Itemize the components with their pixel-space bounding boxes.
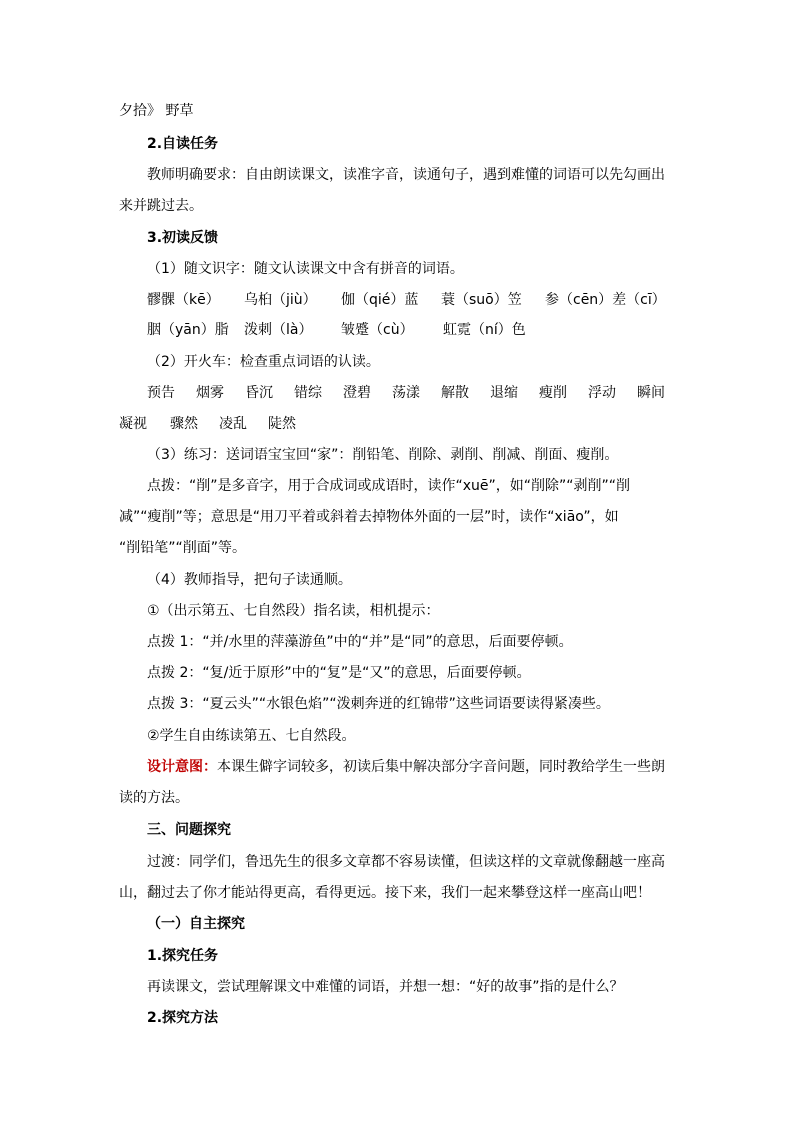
paragraph-line: 读的方法。: [119, 790, 189, 806]
section-heading-self-reading: 2.自读任务: [147, 136, 219, 152]
vocab-word: 浮动: [588, 385, 616, 401]
pinyin-word: 参（cēn）差（cī）: [545, 292, 666, 308]
paragraph-line: 教师明确要求：自由朗读课文，读准字音，读通句子，遇到难懂的词语可以先勾画出: [147, 167, 665, 183]
chapter-title: 夕拾》 野草: [119, 103, 194, 119]
paragraph-line: “削铅笔”“削面”等。: [119, 540, 247, 556]
vocab-word: 退缩: [490, 385, 518, 401]
vocab-word: 预告: [147, 385, 175, 401]
section-heading-inquiry: 三、问题探究: [147, 822, 231, 838]
subsection-heading-self-inquiry: （一）自主探究: [147, 916, 245, 932]
design-intent-line: [147, 757, 665, 777]
vocab-word: 错综: [294, 385, 322, 401]
pinyin-word: 虹霓（ní）色: [443, 322, 526, 338]
paragraph-line: （4）教师指导，把句子读通顺。: [147, 572, 352, 588]
pinyin-word: 乌桕（jiù）: [244, 292, 317, 308]
paragraph-line: 来并跳过去。: [119, 198, 203, 214]
pinyin-word: 皱蹙（cù）: [341, 322, 414, 338]
paragraph-line: ②学生自由练读第五、七自然段。: [147, 728, 356, 744]
design-intent-text: 本课生僻字词较多，初读后集中解决部分字音问题，同时教给学生一些朗: [217, 759, 665, 775]
paragraph-line: （3）练习：送词语宝宝回“家”：削铅笔、削除、剥削、削减、削面、瘦削。: [147, 447, 619, 463]
paragraph-line: 减”“瘦削”等；意思是“用刀平着或斜着去掉物体外面的一层”时，读作“xiāo”，如: [119, 509, 619, 525]
section-heading-inquiry-method: 2.探究方法: [147, 1010, 219, 1026]
pinyin-word: 蓑（suō）笠: [441, 292, 522, 308]
paragraph-line: 点拨：“削”是多音字，用于合成词或成语时，读作“xuē”，如“削除”“剥削”“削: [147, 478, 631, 494]
paragraph-line: 点拨 3：“夏云头”“水银色焰”“泼刺奔迸的红锦带”这些词语要读得紧凑些。: [147, 696, 610, 712]
vocab-word: 陡然: [268, 416, 296, 432]
design-intent-label: 设计意图：: [147, 759, 217, 775]
paragraph-line: （1）随文识字：随文认读课文中含有拼音的词语。: [147, 261, 464, 277]
paragraph-line: 点拨 1：“并/水里的萍藻游鱼”中的“并”是“同”的意思，后面要停顿。: [147, 634, 573, 650]
paragraph-line: ①（出示第五、七自然段）指名读，相机提示：: [147, 603, 440, 619]
vocab-word: 昏沉: [245, 385, 273, 401]
paragraph-line: （2）开火车：检查重点词语的认读。: [147, 354, 380, 370]
vocab-word: 澄碧: [343, 385, 371, 401]
pinyin-word: 胭（yān）脂: [147, 322, 229, 338]
vocab-word: 凌乱: [219, 416, 247, 432]
paragraph-line: 再读课文，尝试理解课文中难懂的词语，并想一想：“好的故事”指的是什么？: [147, 979, 624, 995]
section-heading-inquiry-task: 1.探究任务: [147, 948, 219, 964]
vocab-word: 瘦削: [539, 385, 567, 401]
pinyin-word: 泼刺（là）: [244, 322, 313, 338]
vocab-word: 荡漾: [392, 385, 420, 401]
vocab-word: 凝视: [119, 416, 147, 432]
vocab-word: 烟雾: [196, 385, 224, 401]
vocab-word: 解散: [441, 385, 469, 401]
section-heading-first-reading: 3.初读反馈: [147, 230, 219, 246]
paragraph-line: 过渡：同学们，鲁迅先生的很多文章都不容易读懂，但读这样的文章就像翻越一座高: [147, 854, 665, 870]
vocab-word: 瞬间: [637, 385, 665, 401]
paragraph-line: 山，翻过去了你才能站得更高，看得更远。接下来，我们一起来攀登这样一座高山吧！: [119, 885, 651, 901]
pinyin-word: 髎髁（kē）: [147, 292, 220, 308]
pinyin-word: 伽（qié）蓝: [341, 292, 419, 308]
vocab-word: 骤然: [170, 416, 198, 432]
paragraph-line: 点拨 2：“复/近于原形”中的“复”是“又”的意思，后面要停顿。: [147, 665, 531, 681]
